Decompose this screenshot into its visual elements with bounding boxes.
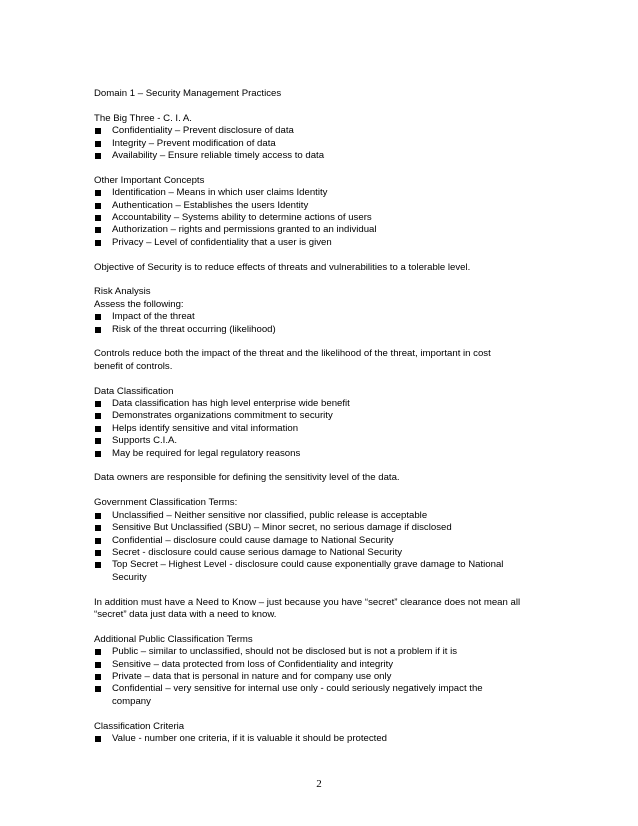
bullet-icon: [95, 538, 101, 544]
list-item-text: Authorization – rights and permissions granted to an individual: [112, 224, 377, 236]
spacer: [94, 373, 540, 385]
list-item: [94, 150, 540, 162]
list-item: [94, 187, 540, 199]
spacer: [94, 162, 540, 174]
list-item: [94, 683, 540, 708]
document-body: [94, 88, 540, 745]
bullet-icon: [95, 413, 101, 419]
list-item: [94, 547, 540, 559]
public-terms-title: Additional Public Classification Terms: [94, 633, 253, 645]
need-to-know-paragraph-line: “secret” data just data with a need to know.: [94, 608, 277, 620]
page-number: 2: [316, 778, 322, 790]
list-item: [94, 559, 540, 584]
bullet-icon: [95, 314, 101, 320]
risk-analysis-title: Risk Analysis: [94, 286, 151, 298]
list-item-text: Sensitive But Unclassified (SBU) – Minor secret, no serious damage if disclosed: [112, 522, 452, 534]
bullet-icon: [95, 736, 101, 742]
list-item-text: Authentication – Establishes the users Identity: [112, 199, 309, 211]
bullet-icon: [95, 562, 101, 568]
list-item-text: Confidentiality – Prevent disclosure of data: [112, 125, 294, 137]
list-item-text: Impact of the threat: [112, 311, 195, 323]
list-item-text-continuation: Security: [112, 571, 147, 583]
list-item-text-continuation: company: [112, 695, 151, 707]
controls-paragraph-line: Controls reduce both the impact of the threat and the likelihood of the threat, important in cost: [94, 348, 491, 360]
list-item-text: Top Secret – Highest Level - disclosure could cause exponentially grave damage to National: [112, 559, 504, 571]
list-item: [94, 125, 540, 137]
list-item-text: Confidential – disclosure could cause damage to National Security: [112, 534, 394, 546]
bullet-icon: [95, 401, 101, 407]
spacer: [94, 621, 540, 633]
list-item: [94, 435, 540, 447]
list-item: [94, 311, 540, 323]
list-item: [94, 646, 540, 658]
list-item-text: Private – data that is personal in nature and for company use only: [112, 670, 392, 682]
list-item-text: Integrity – Prevent modification of data: [112, 137, 276, 149]
need-to-know-paragraph-line: In addition must have a Need to Know – just because you have “secret” clearance does not mean all: [94, 596, 521, 608]
list-item-text: Confidential – very sensitive for internal use only - could seriously negatively impact the: [112, 683, 483, 695]
government-terms-title: Government Classification Terms:: [94, 497, 238, 509]
spacer: [94, 485, 540, 497]
bullet-icon: [95, 426, 101, 432]
criteria-title: Classification Criteria: [94, 720, 185, 732]
spacer: [94, 336, 540, 348]
bullet-icon: [95, 686, 101, 692]
bullet-icon: [95, 215, 101, 221]
list-item-text: Risk of the threat occurring (likelihood): [112, 323, 276, 335]
list-item: [94, 671, 540, 683]
bullet-icon: [95, 227, 101, 233]
list-item-text: Helps identify sensitive and vital information: [112, 422, 299, 434]
list-item-text: Identification – Means in which user claims Identity: [112, 187, 328, 199]
list-item: [94, 510, 540, 522]
controls-paragraph-line: benefit of controls.: [94, 360, 173, 372]
list-item: [94, 138, 540, 150]
list-item: [94, 423, 540, 435]
bullet-icon: [95, 649, 101, 655]
spacer: [94, 274, 540, 286]
bullet-icon: [95, 674, 101, 680]
list-item-text: Public – similar to unclassified, should not be disclosed but is not a problem if it is: [112, 646, 458, 658]
bullet-icon: [95, 190, 101, 196]
list-item: [94, 212, 540, 224]
list-item: [94, 522, 540, 534]
list-item-text: Sensitive – data protected from loss of Confidentiality and integrity: [112, 658, 394, 670]
bullet-icon: [95, 438, 101, 444]
bullet-icon: [95, 327, 101, 333]
list-item: [94, 398, 540, 410]
list-item: [94, 448, 540, 460]
list-item-text: Accountability – Systems ability to determine actions of users: [112, 212, 372, 224]
spacer: [94, 100, 540, 112]
list-item-text: Secret - disclosure could cause serious damage to National Security: [112, 546, 403, 558]
list-item: [94, 410, 540, 422]
bullet-icon: [95, 451, 101, 457]
bullet-icon: [95, 550, 101, 556]
bullet-icon: [95, 141, 101, 147]
list-item-text: Unclassified – Neither sensitive nor classified, public release is acceptable: [112, 509, 428, 521]
list-item: [94, 535, 540, 547]
risk-analysis-subtitle: Assess the following:: [94, 298, 184, 310]
data-classification-title: Data Classification: [94, 385, 174, 397]
big-three-title: The Big Three - C. I. A.: [94, 112, 192, 124]
spacer: [94, 708, 540, 720]
spacer: [94, 249, 540, 261]
list-item-text: Value - number one criteria, if it is valuable it should be protected: [112, 732, 387, 744]
list-item: [94, 200, 540, 212]
list-item-text: Data classification has high level enterprise wide benefit: [112, 398, 350, 410]
bullet-icon: [95, 513, 101, 519]
objective-paragraph: Objective of Security is to reduce effects of threats and vulnerabilities to a tolerable level.: [94, 261, 471, 273]
data-owners-paragraph: Data owners are responsible for defining the sensitivity level of the data.: [94, 472, 400, 484]
list-item-text: Privacy – Level of confidentiality that a user is given: [112, 236, 332, 248]
bullet-icon: [95, 240, 101, 246]
section-heading: Domain 1 – Security Management Practices: [94, 88, 282, 99]
list-item-text: Availability – Ensure reliable timely access to data: [112, 150, 325, 162]
bullet-icon: [95, 662, 101, 668]
spacer: [94, 584, 540, 596]
spacer: [94, 460, 540, 472]
list-item: [94, 324, 540, 336]
list-item: [94, 659, 540, 671]
other-concepts-title: Other Important Concepts: [94, 174, 205, 186]
list-item-text: Supports C.I.A.: [112, 435, 178, 447]
list-item: [94, 733, 540, 745]
bullet-icon: [95, 153, 101, 159]
bullet-icon: [95, 525, 101, 531]
list-item-text: Demonstrates organizations commitment to security: [112, 410, 333, 422]
bullet-icon: [95, 203, 101, 209]
list-item: [94, 237, 540, 249]
list-item: [94, 224, 540, 236]
bullet-icon: [95, 128, 101, 134]
list-item-text: May be required for legal regulatory reasons: [112, 447, 301, 459]
